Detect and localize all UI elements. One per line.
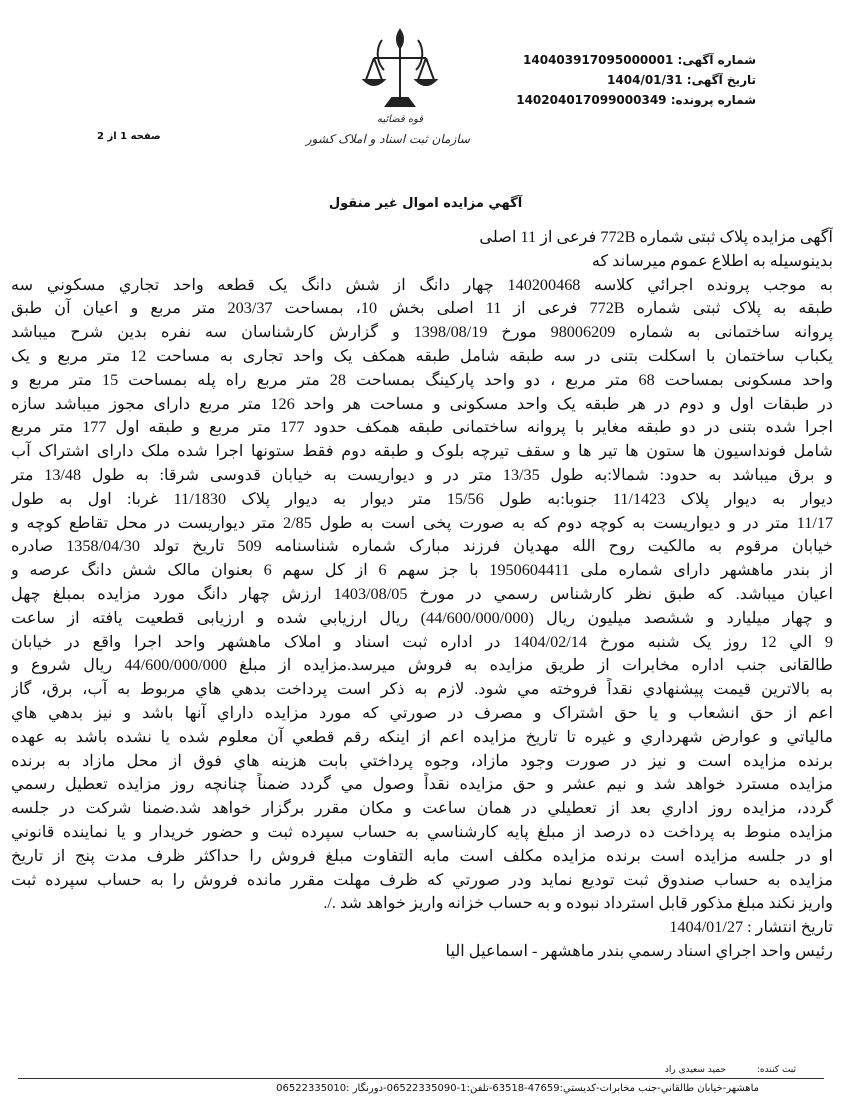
text-line: شامل فونداسیون ها ستون ها تیر ها و سقف تیرچه بلوک و طبقه دوم فقط ستونها اجرا شده ملک دارای اشتراک آب — [11, 442, 833, 461]
text-line: و چهار ميليارد و ششصد ميليون ريال (44/600/000/000) ريال ارزيابي شده و ارزيابی قطعيت يافته از ساعت — [11, 608, 833, 627]
text-line: پروانه ساختمانی به شماره 98006209 مورخ 1398/08/19 و گزارش کارشناسان سه نفره بدین شرح میباشد — [11, 323, 833, 342]
office-address: ماهشهر-خيابان طالقاني-جنب مخابرات-كديستي:47659-63518-تلفن:1-06522335090-دورنگار :06522335010 — [276, 1083, 759, 1094]
ad-number-row — [516, 50, 756, 70]
signatory: رئيس واحد اجراي اسناد رسمي بندر ماهشهر - اسماعیل الیا — [445, 941, 833, 960]
auction-notice-body — [11, 226, 833, 964]
text-line: 11/17 متر در و دیواریست به کوچه دوم که به صورت پخی است به طول 2/85 متر دیواریست در محل تقاطع کوچه و — [11, 513, 833, 532]
text-line: او در جلسه مزايده است برنده مزايده مکلف است مابه التفاوت مبلغ فروش را حداکثر ظرف مدت پنج از تاريخ — [11, 846, 833, 865]
ad-date-label: تاریخ آگهی: — [686, 73, 756, 87]
ad-number-label: شماره آگهی: — [677, 53, 756, 67]
text-line: به بالاترين قيمت پيشنهادي نقداً فروخته مي شود. لازم به ذکر است پرداخت بدهي هاي مربوط به آب، برق، گاز — [11, 680, 833, 699]
text-line: بدینوسیله به اطلاع عموم میرساند که — [591, 251, 833, 270]
text-line: واريز نکند مبلغ مذکور قابل استرداد نبوده و به حساب خزانه واريز خواهد شد ./. — [323, 894, 833, 913]
text-line: طالقانی جنب اداره مخابرات از طريق مزايده به فروش ميرسد.مزايده از مبلغ 44/600/000/000 ريال شروع و — [11, 656, 833, 675]
file-number-label: شماره پرونده: — [670, 93, 756, 107]
judiciary-emblem — [305, 22, 470, 152]
page-number: صفحه 1 از 2 — [97, 131, 161, 142]
text-line: اجرا شده بتنی در دو طبقه مغایر با پروانه ساختمانی طبقه همکف حدود 177 متر مربع و طبقه اول 177 متر مربع — [11, 418, 833, 437]
file-number-row — [516, 90, 756, 110]
file-number: 140204017099000349 — [516, 93, 667, 107]
text-line: خیابان مرقوم به مالکیت روح الله مهدیان فرزند مبارک شماره شناسنامه 509 تاریخ تولد 1358/04/30 صادره — [11, 537, 833, 556]
text-line: مزايده منوط به پرداخت ده درصد از مبلغ پايه کارشناسي به حساب سپرده ثبت و حضور خريدار و يا نماينده قانوني — [11, 822, 833, 841]
ad-number: 140403917095000001 — [523, 53, 674, 67]
text-line: مزايده مسترد خواهد شد و نيم عشر و حق مزايده نقداً وصول مي گردد ضمناً چنانچه روز مزايده تعطيل رسمي — [11, 775, 833, 794]
judiciary-label: قوه قضائیه — [376, 114, 424, 125]
ad-date: 1404/01/31 — [607, 73, 683, 87]
scales-of-justice-icon — [360, 22, 440, 112]
text-line: 9 الي 12 روز يک شنبه مورخ 1404/02/14 در اداره ثبت اسناد و املاک ماهشهر واحد اجرا واقع در خیابان — [11, 632, 833, 651]
registrar — [637, 1065, 796, 1075]
text-line: دیوار به دیوار پلاک 11/1423 جنوبا:به طول 15/56 متر دیوار به دیوار پلاک 11/1830 غربا: اول به طول — [11, 489, 833, 508]
text-line: آگهی مزایده پلاک ثبتی شماره 772B فرعی از 11 اصلی — [479, 228, 833, 246]
text-line: اعیان میباشد. که طبق نظر کارشناس رسمي در مورخ 1403/08/05 ارزش چهار دانگ مورد مزايده بمبلغ چهل — [11, 584, 833, 603]
text-line: برنده مزايده است و نيز در صورت وجود مازاد، وجوه پرداختي بابت هزينه هاي فوق از محل مازاد به برنده — [11, 751, 833, 770]
footer-divider — [18, 1078, 824, 1079]
text-line: به موجب پرونده اجرائي کلاسه 140200468 چهار دانگ از شش دانگ يک قطعه واحد تجاري مسکوني سه — [11, 275, 833, 294]
registrar-label: ثبت کننده: — [756, 1065, 796, 1075]
text-line: یکباب ساختمان با اسکلت بتنی در سه طبقه شامل طبقه همکف یک واحد تجاری به مساحت 12 متر مربع و یک — [11, 346, 833, 365]
registrar-name: حمید سعیدی راد — [664, 1065, 727, 1075]
text-line: و برق میباشد به حدود: شمالا:به طول 13/35 متر در و دیواریست به خیابان قدوسی شرقا: به طول 13/48 متر — [11, 465, 833, 484]
text-line: اعم از حق انشعاب و يا حق اشتراک و مصرف در صورتي که مورد مزايده داراي آنها باشد و نيز بدهي هاي — [11, 703, 833, 722]
text-line: مالياتي و عوارض شهرداري و غيره تا تاريخ مزايده اعم از اينکه رقم قطعي آن معلوم شده يا نشده باشد به عهده — [11, 727, 833, 746]
text-line: گردد، مزايده روز اداري بعد از تعطيلي در همان ساعت و مکان مقرر برگزار خواهد شد.ضمنا شرکت در جلسه — [11, 799, 833, 818]
text-line: مزايده به حساب صندوق ثبت توديع نمايد ودر صورتي که ظرف مهلت مقرر مانده فروش را به حساب سپرده ثبت — [11, 870, 833, 889]
ad-date-row — [516, 70, 756, 90]
organization-name: سازمان ثبت اسناد و املاک کشور — [305, 132, 470, 146]
text-line: در طبقات اول و دوم در هر طبقه یک واحد مسکونی و مساحت هر واحد 126 متر مربع دارای مجوز میباشد سازه — [11, 394, 833, 413]
ad-meta — [516, 50, 756, 110]
publication-date: تاریخ انتشار : 1404/01/27 — [669, 918, 833, 937]
text-line: طبقه به پلاک ثبتی شماره 772B فرعی از 11 اصلی بخش 10، بمساحت 203/37 متر مربع و اعیان آن طبق — [11, 299, 833, 318]
text-line: از بندر ماهشهر دارای شماره ملی 1950604411 با جز سهم 6 از کل سهم 6 بعنوان مالک شش دانگ عرصه و — [11, 561, 833, 580]
text-line: واحد مسکونی بمساحت 68 متر مربع ، دو واحد پارکینگ بمساحت 28 متر مربع راه پله بمساحت 15 متر مربع و — [11, 370, 833, 389]
document-title: آگهي مزايده اموال غير منقول — [328, 196, 523, 211]
